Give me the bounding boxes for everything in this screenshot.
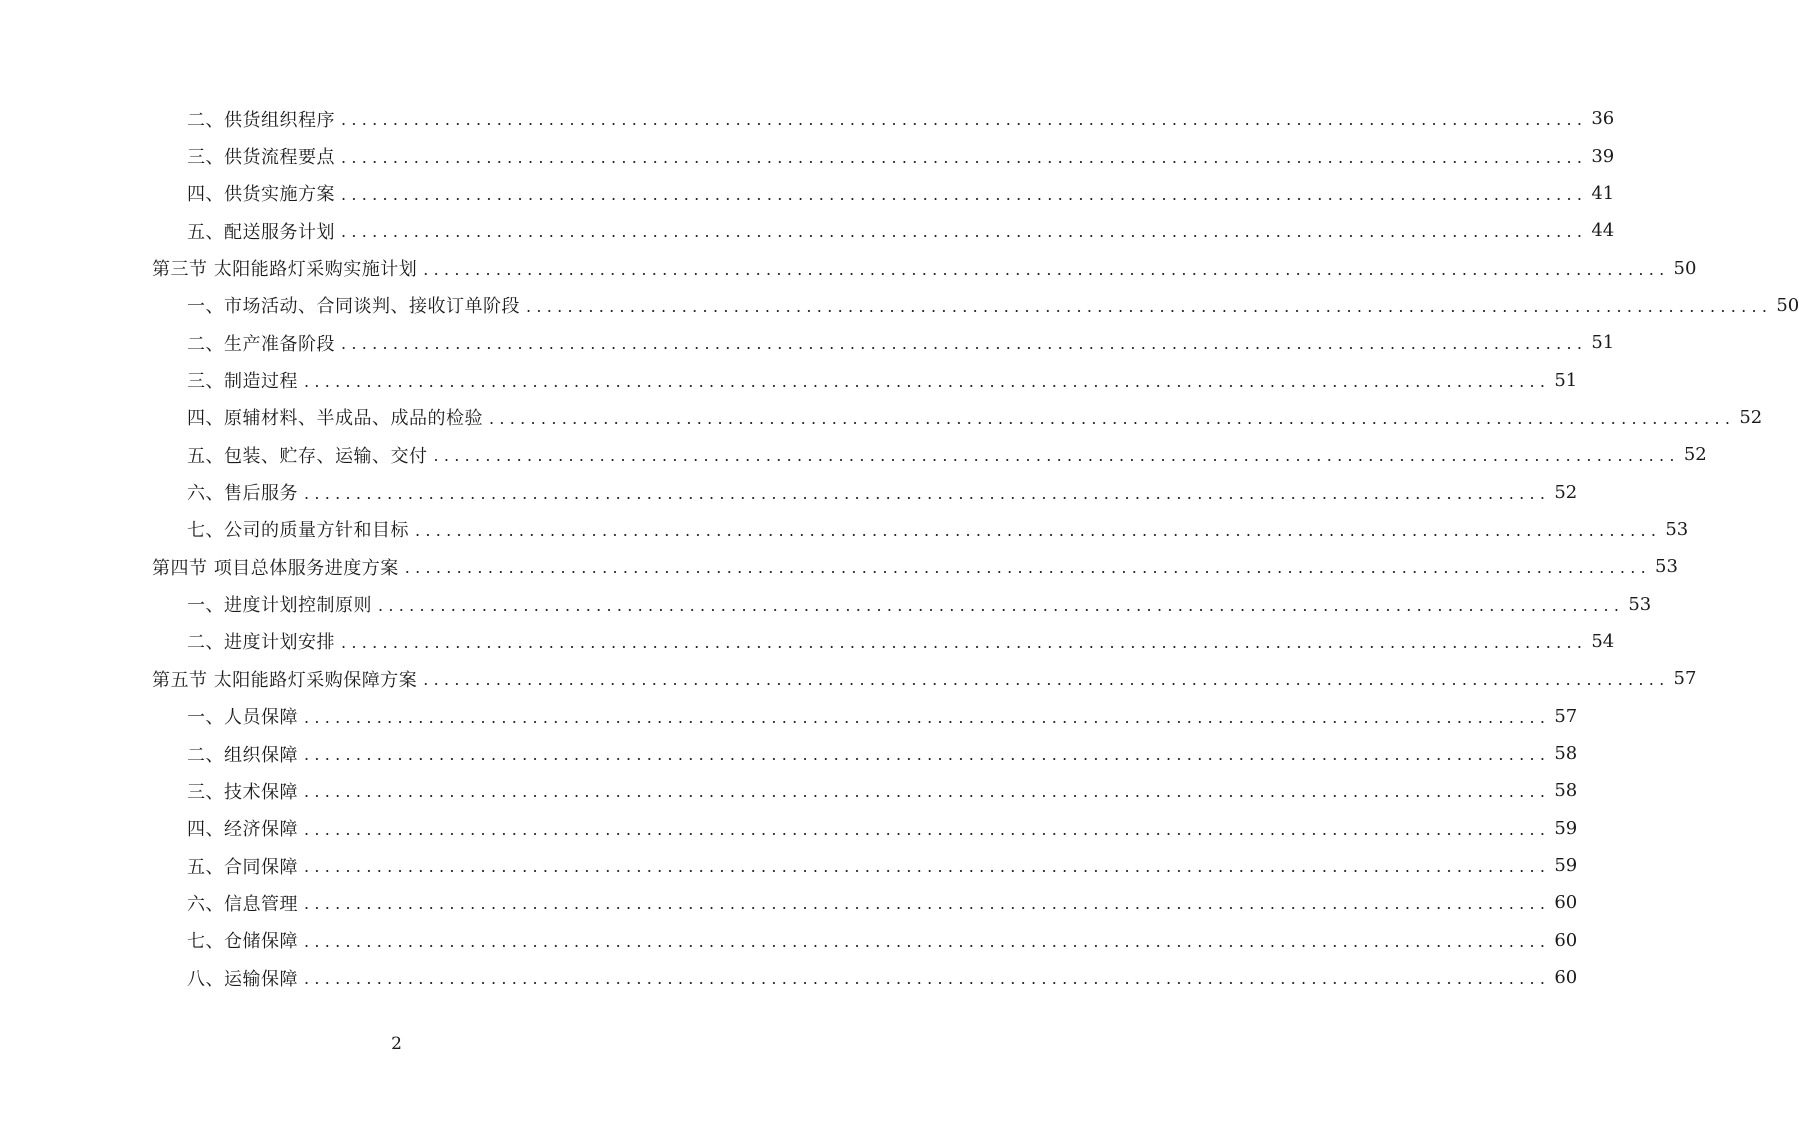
toc-entry[interactable] (152, 623, 1615, 660)
toc-entry-page: 52 (1683, 444, 1707, 466)
dot-leader: ........................................................................................................................ (304, 371, 1551, 391)
toc-entry-page: 52 (1554, 481, 1578, 503)
toc-entry[interactable] (152, 137, 1615, 174)
dot-leader: ........................................................................................................................ (304, 782, 1551, 802)
toc-entry[interactable] (152, 735, 1578, 772)
toc-entry-title: 五、配送服务计划 (187, 221, 335, 243)
toc-entry-title: 四、经济保障 (187, 819, 298, 841)
toc-entry-title: 四、供货实施方案 (187, 184, 335, 206)
toc-entry-page: 53 (1628, 593, 1652, 615)
dot-leader: ........................................................................................................................ (423, 259, 1670, 279)
dot-leader: ........................................................................................................................ (378, 595, 1625, 615)
dot-leader: ........................................................................................................................ (341, 147, 1588, 167)
dot-leader: ........................................................................................................................ (304, 745, 1551, 765)
toc-entry[interactable] (152, 100, 1615, 137)
table-of-contents (152, 100, 1799, 996)
toc-section[interactable] (152, 548, 1678, 585)
toc-entry[interactable] (152, 772, 1578, 809)
toc-entry-page: 36 (1591, 108, 1615, 130)
toc-entry[interactable] (152, 847, 1578, 884)
toc-entry-title: 一、市场活动、合同谈判、接收订单阶段 (187, 296, 520, 318)
toc-entry-title: 二、生产准备阶段 (187, 333, 335, 355)
toc-entry[interactable] (152, 287, 1799, 324)
toc-entry-page: 57 (1673, 668, 1697, 690)
toc-entry-title: 一、进度计划控制原则 (187, 595, 372, 617)
toc-entry-page: 53 (1655, 556, 1678, 578)
dot-leader: ........................................................................................................................ (304, 969, 1551, 989)
dot-leader: ........................................................................................................................ (404, 558, 1652, 578)
toc-entry-page: 53 (1665, 518, 1689, 540)
toc-entry-page: 50 (1673, 257, 1697, 279)
toc-entry-page: 39 (1591, 145, 1615, 167)
toc-entry-title: 四、原辅材料、半成品、成品的检验 (187, 408, 483, 430)
toc-entry[interactable] (152, 959, 1578, 996)
page-number: 2 (391, 1034, 402, 1054)
toc-entry-page: 60 (1554, 967, 1578, 989)
toc-entry[interactable] (152, 810, 1578, 847)
toc-entry[interactable] (152, 922, 1578, 959)
dot-leader: ........................................................................................................................ (433, 446, 1680, 466)
dot-leader: ........................................................................................................................ (304, 931, 1551, 951)
toc-entry-page: 60 (1554, 892, 1578, 914)
toc-entry-page: 57 (1554, 705, 1578, 727)
toc-entry-title: 二、进度计划安排 (187, 632, 335, 654)
toc-entry-title: 二、供货组织程序 (187, 109, 335, 131)
dot-leader: ........................................................................................................................ (341, 334, 1588, 354)
toc-entry[interactable] (152, 511, 1689, 548)
toc-entry-title: 一、人员保障 (187, 707, 298, 729)
toc-entry-page: 59 (1554, 817, 1578, 839)
toc-entry[interactable] (152, 324, 1615, 361)
toc-entry[interactable] (152, 473, 1578, 510)
toc-entry-page: 60 (1554, 929, 1578, 951)
dot-leader: ........................................................................................................................ (341, 222, 1588, 242)
toc-entry[interactable] (152, 884, 1578, 921)
toc-entry-page: 44 (1591, 220, 1615, 242)
toc-section[interactable] (152, 660, 1697, 697)
toc-entry-title: 六、信息管理 (187, 893, 298, 915)
toc-entry[interactable] (152, 698, 1578, 735)
dot-leader: ........................................................................................................................ (489, 408, 1736, 428)
toc-entry-page: 58 (1554, 743, 1578, 765)
toc-entry[interactable] (152, 361, 1578, 398)
dot-leader: ........................................................................................................................ (341, 184, 1588, 204)
toc-entry-page: 59 (1554, 855, 1578, 877)
toc-entry-page: 51 (1591, 332, 1615, 354)
toc-section-title: 第四节 项目总体服务进度方案 (152, 557, 399, 579)
toc-entry-title: 八、运输保障 (187, 968, 298, 990)
toc-section[interactable] (152, 249, 1697, 286)
toc-entry[interactable] (152, 585, 1652, 622)
toc-entry-title: 二、组织保障 (187, 744, 298, 766)
toc-entry-title: 三、供货流程要点 (187, 147, 335, 169)
toc-section-title: 第五节 太阳能路灯采购保障方案 (152, 669, 418, 691)
toc-entry-title: 七、仓储保障 (187, 931, 298, 953)
toc-entry-title: 六、售后服务 (187, 483, 298, 505)
toc-entry-title: 七、公司的质量方针和目标 (187, 520, 409, 542)
dot-leader: ........................................................................................................................ (304, 707, 1551, 727)
dot-leader: ........................................................................................................................ (341, 110, 1588, 130)
toc-entry-page: 54 (1591, 630, 1615, 652)
toc-entry-page: 52 (1739, 406, 1763, 428)
dot-leader: ........................................................................................................................ (423, 670, 1670, 690)
toc-entry[interactable] (152, 399, 1763, 436)
dot-leader: ........................................................................................................................ (341, 632, 1588, 652)
toc-entry-title: 五、合同保障 (187, 856, 298, 878)
toc-entry-page: 50 (1776, 294, 1799, 316)
toc-entry-title: 三、技术保障 (187, 781, 298, 803)
toc-entry-title: 五、包装、贮存、运输、交付 (187, 445, 428, 467)
dot-leader: ........................................................................................................................ (526, 296, 1773, 316)
toc-entry-page: 51 (1554, 369, 1578, 391)
toc-entry-title: 三、制造过程 (187, 371, 298, 393)
dot-leader: ........................................................................................................................ (304, 483, 1551, 503)
toc-section-title: 第三节 太阳能路灯采购实施计划 (152, 259, 418, 281)
dot-leader: ........................................................................................................................ (304, 819, 1551, 839)
toc-entry[interactable] (152, 175, 1615, 212)
dot-leader: ........................................................................................................................ (304, 857, 1551, 877)
toc-entry-page: 41 (1591, 182, 1615, 204)
dot-leader: ........................................................................................................................ (304, 894, 1551, 914)
dot-leader: ........................................................................................................................ (415, 520, 1662, 540)
toc-entry[interactable] (152, 436, 1707, 473)
toc-entry-page: 58 (1554, 780, 1578, 802)
toc-entry[interactable] (152, 212, 1615, 249)
